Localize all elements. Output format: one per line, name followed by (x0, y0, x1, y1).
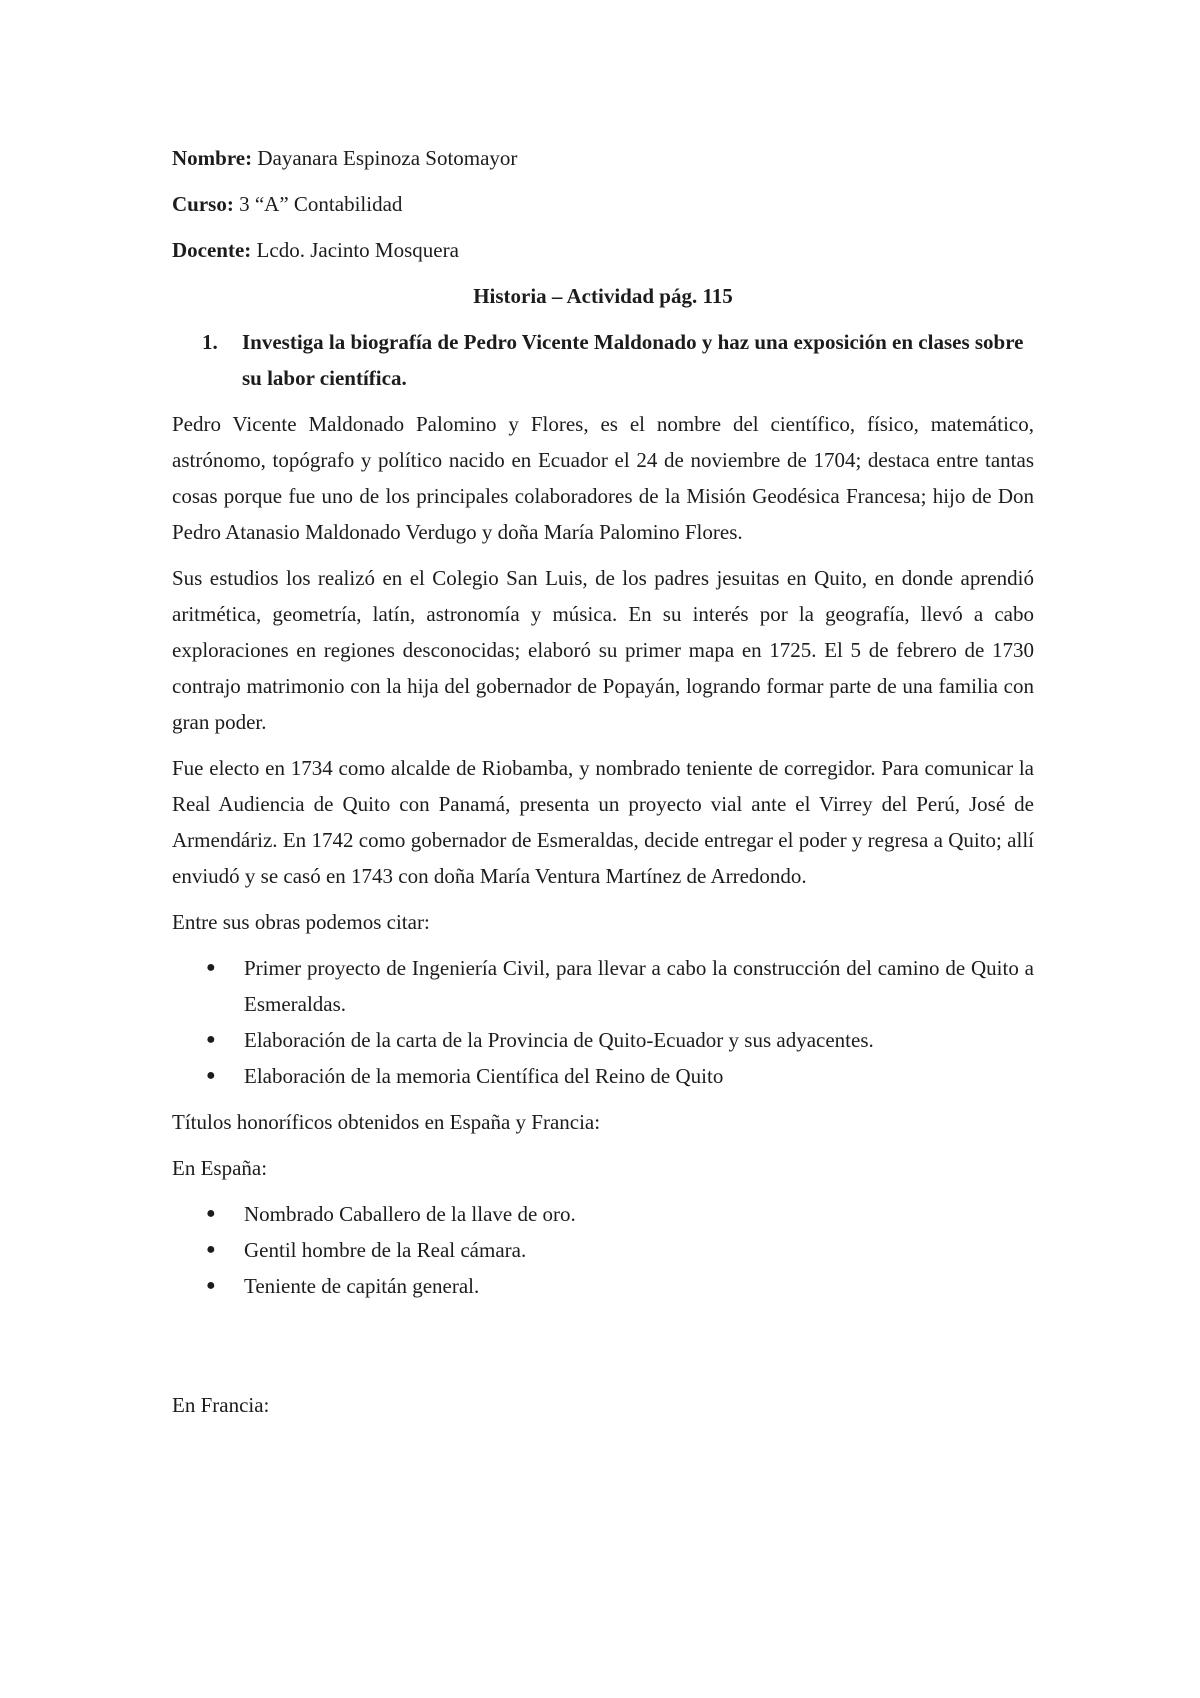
francia-label: En Francia: (172, 1393, 270, 1417)
bullet-icon: ● (206, 1205, 216, 1222)
field-curso (172, 186, 1034, 222)
list-item (172, 1232, 1034, 1268)
nombre-label: Nombre: (172, 146, 253, 170)
paragraph-biografia: Pedro Vicente Maldonado Palomino y Flores, es el nombre del científico, físico, matemático, astrónomo, topógrafo y político nacido en Ecuador el 24 de noviembre de 1704; destaca entre tantas cosas porque fue uno de los principales colaboradores de la Misión Geodésica Francesa; hijo de Don Pedro Atanasio Maldonado Verdugo y doña María Palomino Flores. (172, 412, 1034, 544)
question-number: 1. (202, 330, 218, 354)
obras-list (172, 950, 1034, 1094)
list-item-text: Gentil hombre de la Real cámara. (244, 1238, 527, 1262)
bullet-icon: ● (206, 959, 216, 976)
field-nombre (172, 140, 1034, 176)
docente-label: Docente: (172, 238, 252, 262)
list-item-text: Elaboración de la memoria Científica del Reino de Quito (244, 1064, 724, 1088)
list-item (172, 1022, 1034, 1058)
list-item-text: Teniente de capitán general. (244, 1274, 480, 1298)
espana-list (172, 1196, 1034, 1304)
list-item-text: Primer proyecto de Ingeniería Civil, para llevar a cabo la construcción del camino de Quito a Esmeraldas. (244, 956, 1034, 1016)
paragraph-estudios: Sus estudios los realizó en el Colegio San Luis, de los padres jesuitas en Quito, en donde aprendió aritmética, geometría, latín, astronomía y música. En su interés por la geografía, llevó a cabo exploraciones en regiones desconocidas; elaboró su primer mapa en 1725. El 5 de febrero de 1730 contrajo matrimonio con la hija del gobernador de Popayán, logrando formar parte de una familia con gran poder. (172, 566, 1034, 734)
list-item (172, 1058, 1034, 1094)
curso-label: Curso: (172, 192, 234, 216)
curso-value: 3 “A” Contabilidad (233, 192, 403, 216)
list-item (172, 950, 1034, 1022)
obras-intro: Entre sus obras podemos citar: (172, 910, 430, 934)
bullet-icon: ● (206, 1277, 216, 1294)
list-item-text: Nombrado Caballero de la llave de oro. (244, 1202, 576, 1226)
list-item (172, 1268, 1034, 1304)
bullet-icon: ● (206, 1031, 216, 1048)
espana-label: En España: (172, 1156, 268, 1180)
list-item (172, 1196, 1034, 1232)
bullet-icon: ● (206, 1067, 216, 1084)
question-item (202, 324, 1034, 396)
bullet-icon: ● (206, 1241, 216, 1258)
document-title: Historia – Actividad pág. 115 (473, 284, 733, 308)
field-docente (172, 232, 1034, 268)
paragraph-cargos: Fue electo en 1734 como alcalde de Riobamba, y nombrado teniente de corregidor. Para comunicar la Real Audiencia de Quito con Panamá, presenta un proyecto vial ante el Virrey del Perú, José de Armendáriz. En 1742 como gobernador de Esmeraldas, decide entregar el poder y regresa a Quito; allí enviudó y se casó en 1743 con doña María Ventura Martínez de Arredondo. (172, 756, 1034, 888)
blank-space (172, 1314, 1034, 1387)
docente-value: Lcdo. Jacinto Mosquera (251, 238, 459, 262)
titulos-intro: Títulos honoríficos obtenidos en España y Francia: (172, 1110, 601, 1134)
list-item-text: Elaboración de la carta de la Provincia de Quito-Ecuador y sus adyacentes. (244, 1028, 874, 1052)
question-text: Investiga la biografía de Pedro Vicente Maldonado y haz una exposición en clases sobre su labor científica. (242, 330, 1024, 390)
nombre-value: Dayanara Espinoza Sotomayor (252, 146, 518, 170)
document-page (172, 140, 1034, 1433)
